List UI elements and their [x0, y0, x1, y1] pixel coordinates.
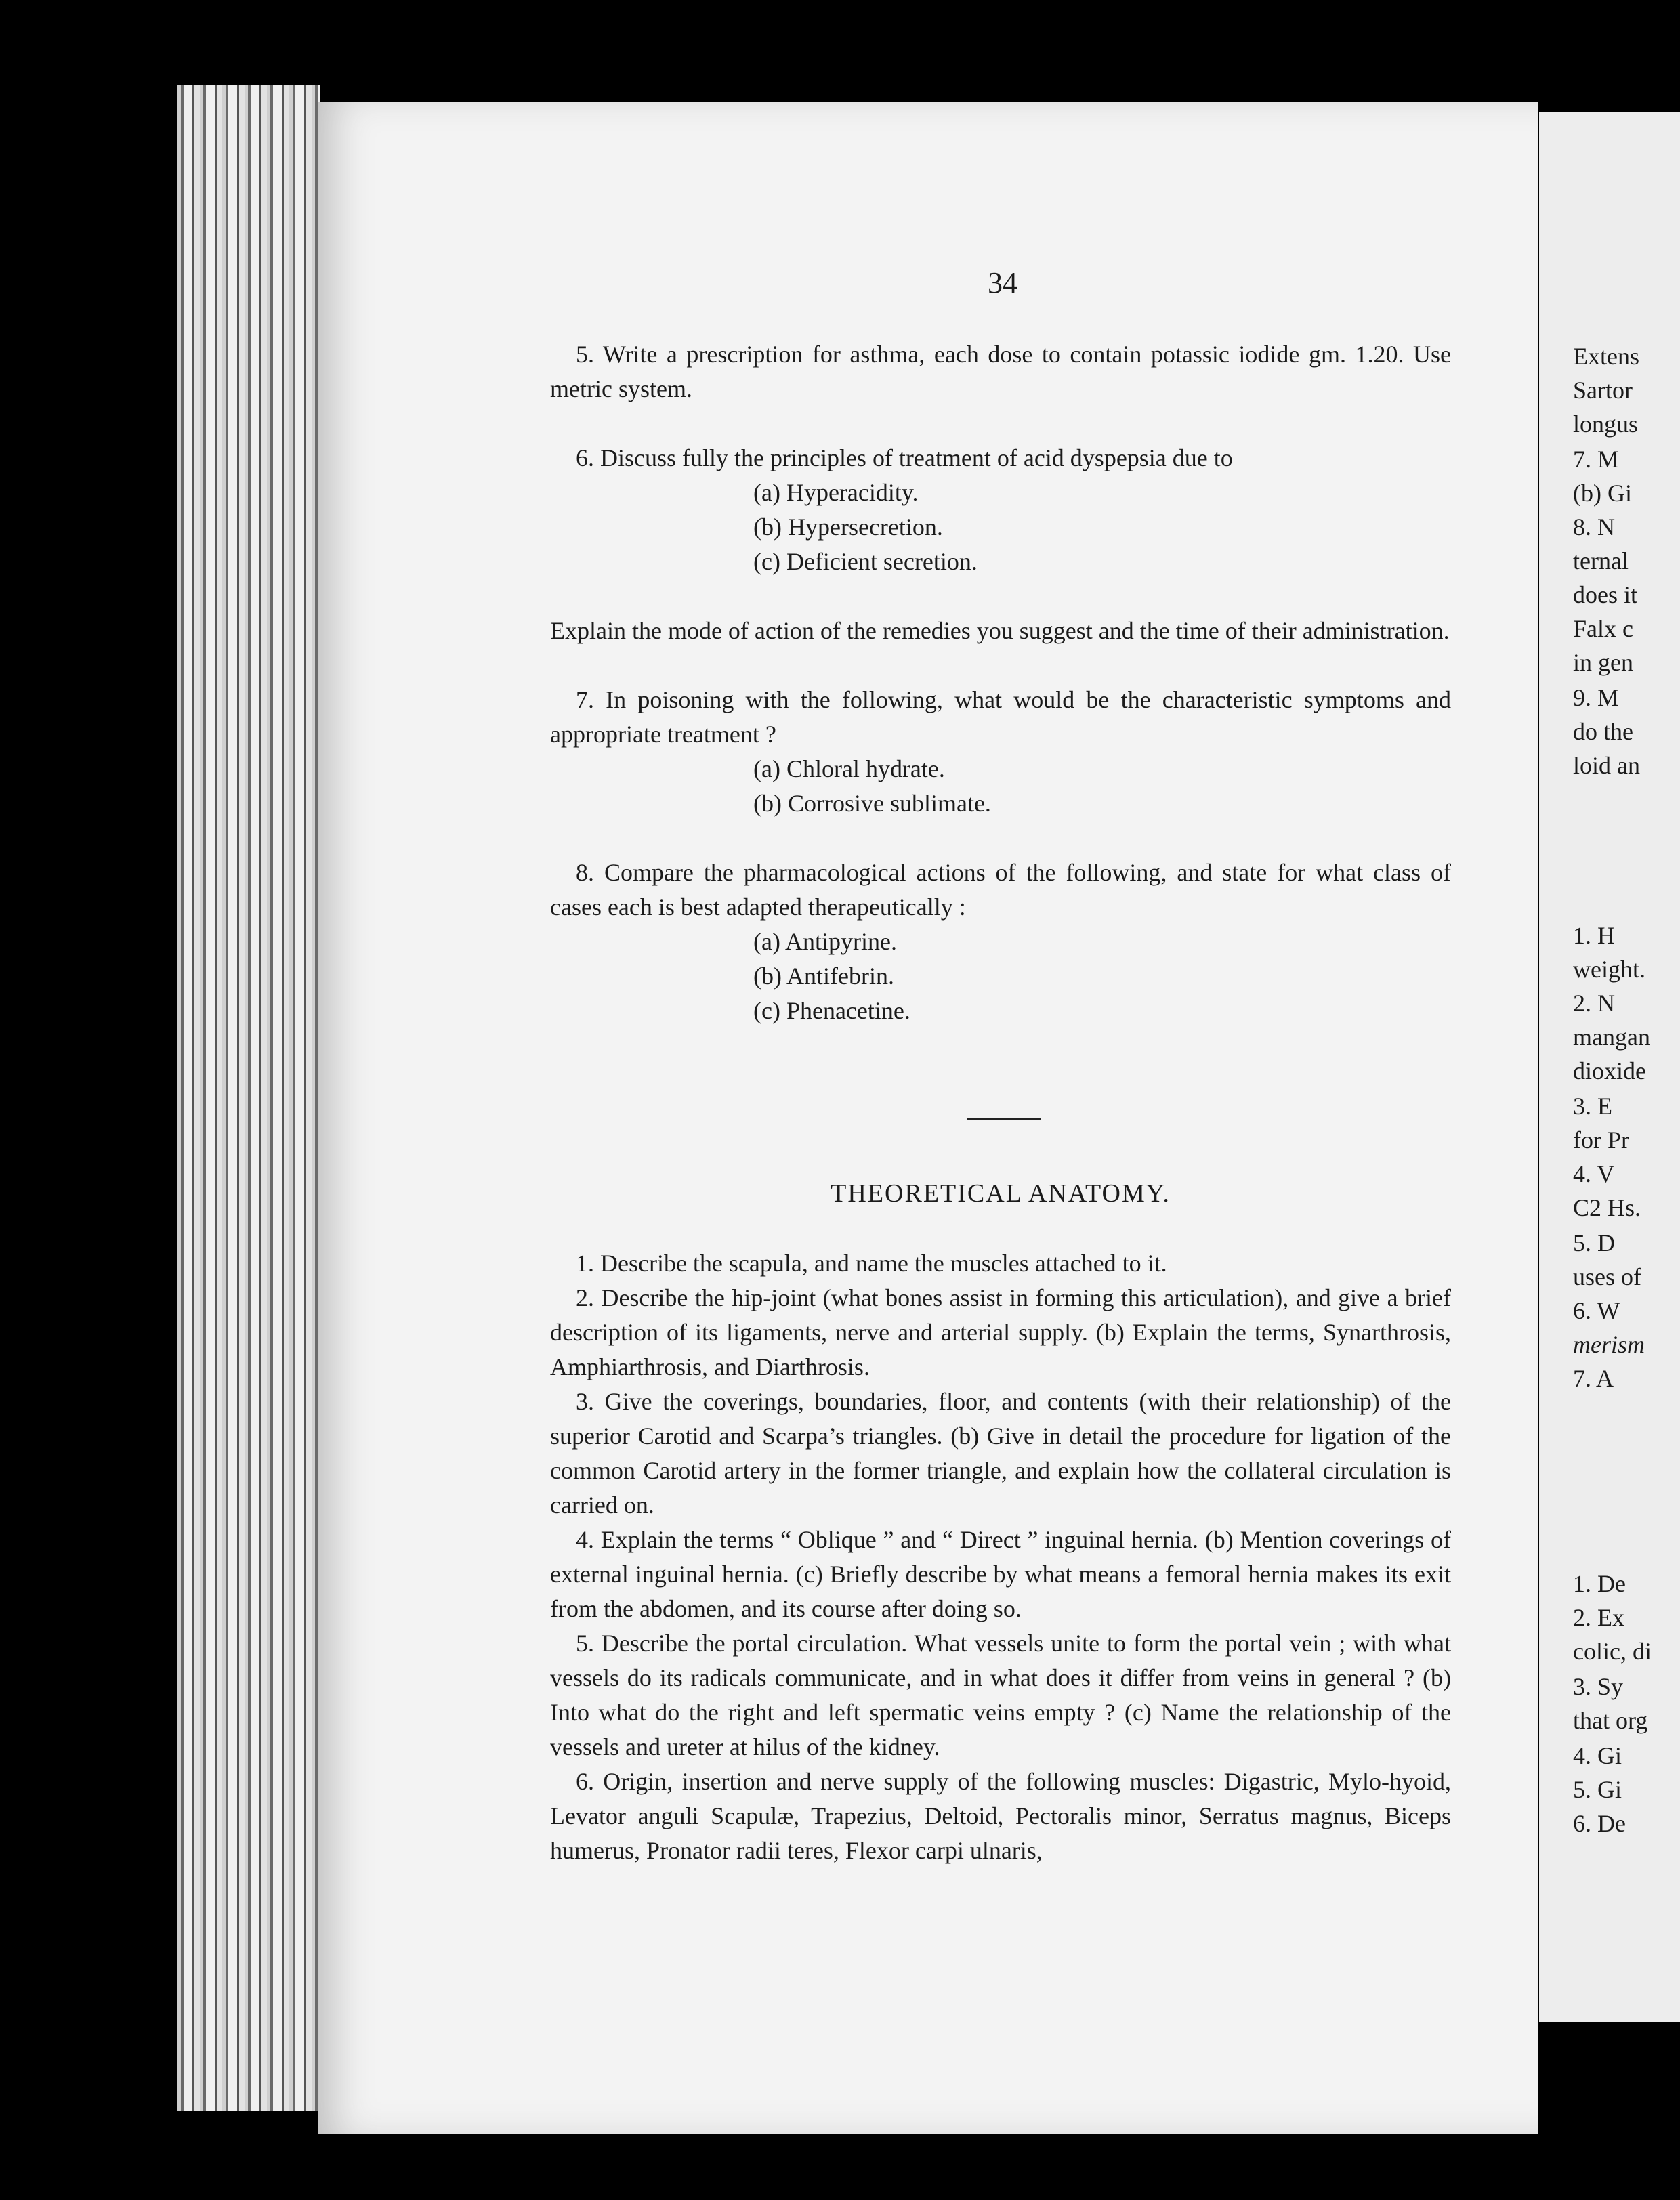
fragment-line: colic, di	[1573, 1638, 1652, 1665]
fragment-line: 8. N	[1573, 513, 1615, 541]
list-item: (c) Phenacetine.	[753, 997, 910, 1024]
fragment-line: 3. Sy	[1573, 1673, 1624, 1700]
anatomy-question-6: 6. Origin, insertion and nerve supply of the following muscles: Digastric, Mylo-hyoid, Levator anguli Scapulæ, Trapezius, Deltoid, Pectoralis minor, Serratus magnus, Biceps humerus, Pronator radii teres, Flexor carpi ulnaris,	[550, 1768, 1451, 1864]
fragment-line: 9. M	[1573, 684, 1620, 711]
fragment-line: does it	[1573, 581, 1637, 608]
fragment-line: do the	[1573, 718, 1633, 745]
question-8: 8. Compare the pharmacological actions of the following, and state for what class of cases each is best adapted therapeutically :	[550, 859, 1451, 921]
fragment-line: 1. De	[1573, 1570, 1626, 1597]
anatomy-question-1: 1. Describe the scapula, and name the muscles attached to it.	[576, 1250, 1167, 1277]
fragment-line: 2. N	[1573, 990, 1615, 1017]
fragment-line: for Pr	[1573, 1126, 1629, 1154]
question-6-items	[753, 475, 1451, 579]
list-item: (c) Deficient secretion.	[753, 548, 978, 575]
anatomy-question-3: 3. Give the coverings, boundaries, floor, and contents (with their relationship) of the superior Carotid and Scarpa’s triangles. (b) Give in detail the procedure for ligation of the common Carotid artery in the former triangle, and explain how the collateral circulation is carried on.	[550, 1388, 1451, 1519]
fragment-line: that org	[1573, 1707, 1648, 1734]
list-item: (b) Hypersecretion.	[753, 513, 943, 541]
list-item: (a) Hyperacidity.	[753, 479, 919, 506]
fragment-line: 7. M	[1573, 446, 1620, 473]
fragment-line: 5. D	[1573, 1229, 1615, 1256]
fragment-line: dioxide	[1573, 1057, 1646, 1084]
question-6: 6. Discuss fully the principles of treatment of acid dyspepsia due to	[576, 444, 1233, 471]
question-5: 5. Write a prescription for asthma, each dose to contain potassic iodide gm. 1.20. Use metric system.	[550, 341, 1451, 402]
list-item: (b) Antifebrin.	[753, 962, 894, 990]
fragment-line: longus	[1573, 410, 1639, 438]
fragment-line: Extens	[1573, 343, 1639, 370]
fragment-line: in gen	[1573, 649, 1633, 676]
fragment-line: Falx c	[1573, 615, 1633, 642]
list-item: (a) Chloral hydrate.	[753, 755, 945, 782]
fragment-line: Sartor	[1573, 377, 1633, 404]
anatomy-question-5: 5. Describe the portal circulation. What vessels unite to form the portal vein ; with what vessels do its radicals communicate, and in what does it differ from veins in general ? (b) Into what do the right and left spermatic veins empty ? (c) Name the relationship of the vessels and ureter at hilus of the kidney.	[550, 1630, 1451, 1760]
section-title: THEORETICAL ANATOMY.	[831, 1179, 1171, 1208]
list-item: (a) Antipyrine.	[753, 928, 897, 955]
fragment-line: ternal	[1573, 547, 1629, 574]
section-divider	[967, 1118, 1041, 1120]
fragment-line: 5. Gi	[1573, 1776, 1622, 1803]
fragment-line: C2 Hs.	[1573, 1194, 1641, 1221]
fragment-line: weight.	[1573, 956, 1645, 983]
question-7-items	[753, 752, 1451, 821]
anatomy-question-4: 4. Explain the terms “ Oblique ” and “ Direct ” inguinal hernia. (b) Mention coverings of external inguinal hernia. (c) Briefly describe by what means a femoral hernia makes its exit from the abdomen, and its course after doing so.	[550, 1526, 1451, 1622]
fragment-line: merism	[1573, 1331, 1645, 1358]
fragment-line: 1. H	[1573, 922, 1615, 949]
question-6-note: Explain the mode of action of the remedies you suggest and the time of their administration.	[550, 617, 1450, 644]
question-7: 7. In poisoning with the following, what would be the characteristic symptoms and appropriate treatment ?	[550, 686, 1451, 748]
anatomy-question-2: 2. Describe the hip-joint (what bones assist in forming this articulation), and give a brief description of its ligaments, nerve and arterial supply. (b) Explain the terms, Synarthrosis, Amphiarthrosis, and Diarthrosis.	[550, 1284, 1451, 1380]
anatomy-questions	[550, 1246, 1451, 1868]
fragment-line: 4. Gi	[1573, 1742, 1622, 1769]
page-number: 34	[988, 266, 1017, 299]
fragment-line: uses of	[1573, 1263, 1641, 1290]
book-page-edges	[177, 85, 320, 2111]
fragment-line: 6. W	[1573, 1297, 1620, 1324]
right-page-fragment	[1539, 112, 1680, 2022]
fragment-line: 2. Ex	[1573, 1604, 1624, 1631]
list-item: (b) Corrosive sublimate.	[753, 790, 991, 817]
fragment-line: loid an	[1573, 752, 1640, 779]
fragment-line: 7. A	[1573, 1365, 1614, 1392]
question-8-items	[753, 925, 1451, 1028]
fragment-line: (b) Gi	[1573, 480, 1632, 507]
fragment-line: 4. V	[1573, 1160, 1615, 1187]
fragment-line: mangan	[1573, 1023, 1650, 1051]
question-block-upper	[550, 337, 1451, 1028]
fragment-line: 6. De	[1573, 1810, 1626, 1837]
fragment-line: 3. E	[1573, 1093, 1612, 1120]
